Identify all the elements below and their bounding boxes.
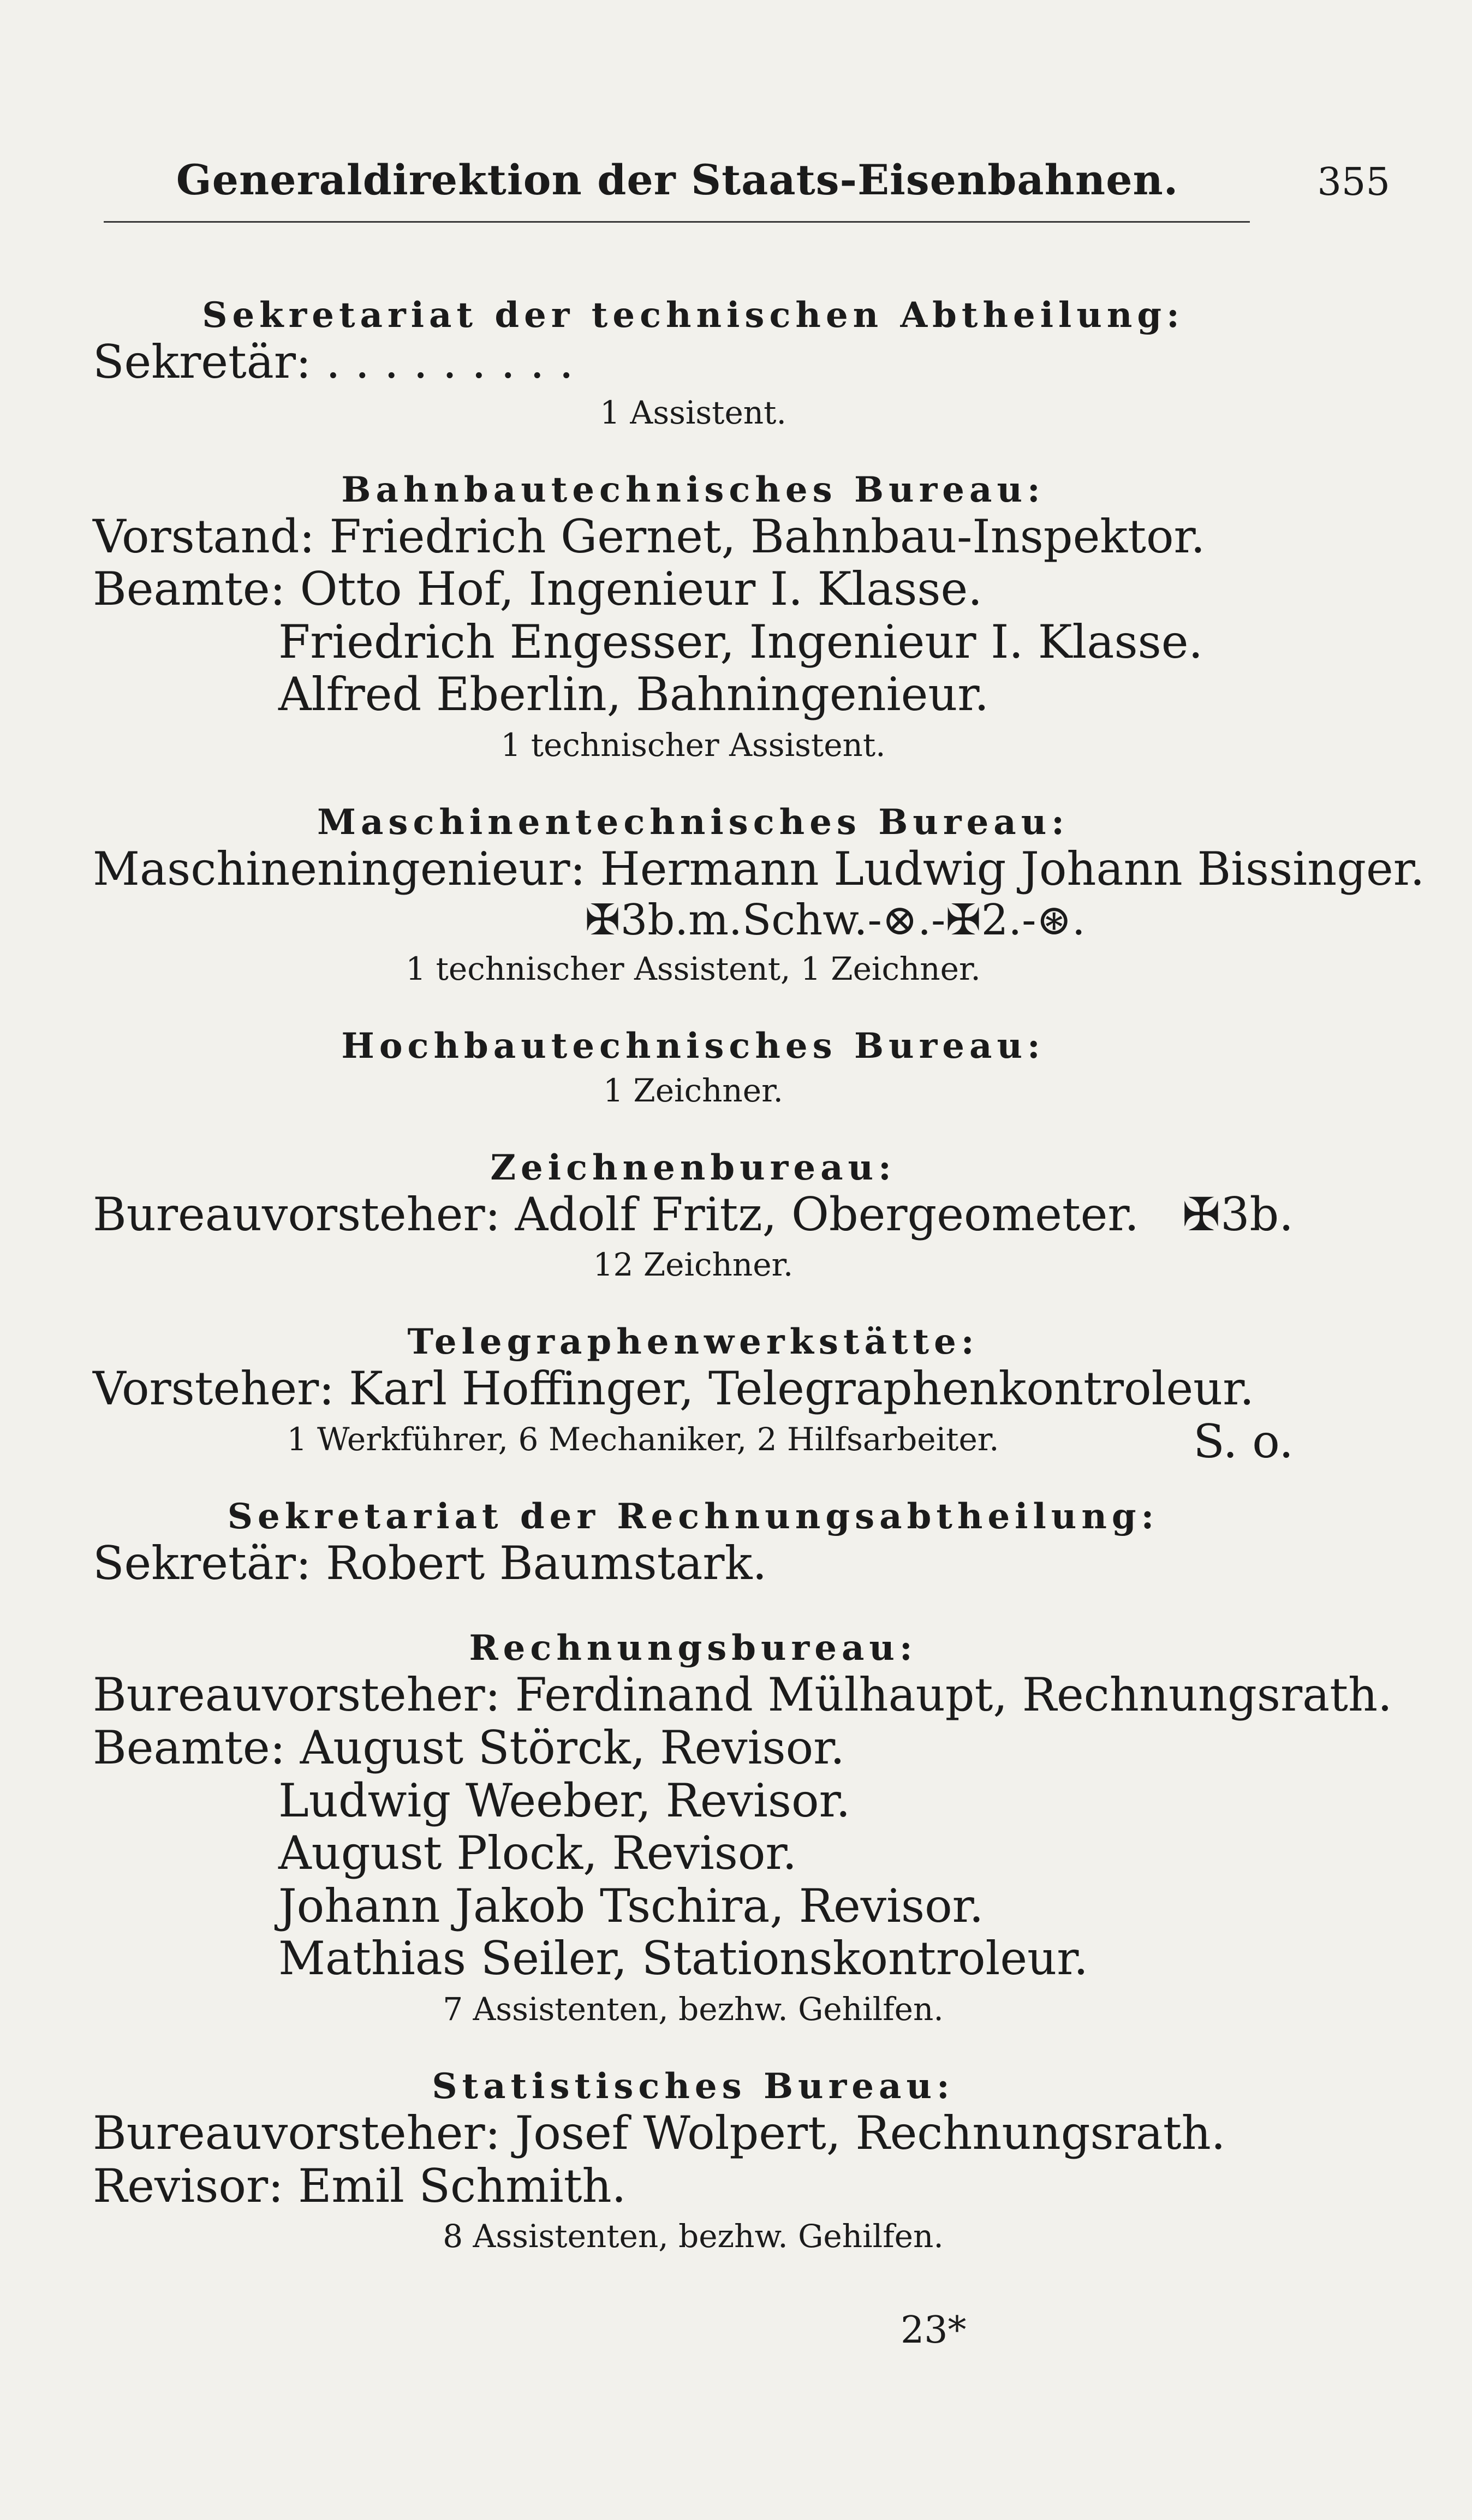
staff-note: 1 Assistent. [600, 394, 786, 431]
section-title: Sekretariat der technischen Abtheilung: [202, 295, 1184, 336]
staff-note: 1 technischer Assistent, 1 Zeichner. [406, 950, 981, 987]
section-railway-construction-bureau [93, 469, 1294, 764]
entry-line: Beamte: August Störck, Revisor. [93, 1720, 845, 1774]
entry-line: Revisor: Emil Schmith. [93, 2159, 627, 2213]
section-title: Statistisches Bureau: [432, 2065, 955, 2107]
entry-text: Bureauvorsteher: Adolf Fritz, Obergeometer. [93, 1187, 1139, 1241]
entry-line: Bureauvorsteher: Josef Wolpert, Rechnungsrath. [93, 2106, 1226, 2160]
section-title: Sekretariat der Rechnungsabtheilung: [227, 1496, 1159, 1537]
reference-mark: S. o. [1193, 1414, 1294, 1468]
entry-line: Ludwig Weeber, Revisor. [278, 1773, 851, 1827]
entry-line: Sekretär: Robert Baumstark. [93, 1536, 767, 1590]
running-head: Generaldirektion der Staats-Eisenbahnen. [176, 156, 1179, 204]
page-number: 355 [1317, 159, 1390, 204]
signature-mark: 23* [901, 2309, 967, 2352]
section-telegraph-workshop [93, 1321, 1294, 1468]
entry-line: Johann Jakob Tschira, Revisor. [278, 1879, 984, 1933]
section-title: Bahnbautechnisches Bureau: [341, 469, 1045, 510]
entry-line: Vorstand: Friedrich Gernet, Bahnbau-Inspektor. [93, 509, 1206, 563]
decoration-mark: ✠3b. [1182, 1187, 1294, 1241]
entry-line: Bureauvorsteher: Ferdinand Mülhaupt, Rechnungsrath. [93, 1668, 1392, 1722]
section-title: Zeichnenbureau: [490, 1147, 896, 1188]
staff-note: 12 Zeichner. [593, 1246, 794, 1284]
section-accounting-secretariat [93, 1496, 1294, 1590]
staff-note: 7 Assistenten, bezhw. Gehilfen. [443, 1990, 944, 2028]
header-rule [104, 221, 1250, 223]
section-title: Rechnungsbureau: [469, 1628, 917, 1669]
section-title: Maschinentechnisches Bureau: [317, 801, 1069, 843]
section-statistics-bureau [93, 2066, 1294, 2255]
entry-line: Friedrich Engesser, Ingenieur I. Klasse. [278, 615, 1203, 669]
entry-text: Vorsteher: Karl Hoffinger, Telegraphenkontroleur. [93, 1362, 1254, 1416]
entry-line: Alfred Eberlin, Bahningenieur. [278, 668, 989, 722]
page-content [93, 295, 1425, 2293]
section-technical-secretariat [93, 295, 1294, 431]
section-building-bureau [93, 1026, 1294, 1109]
entry-line: Mathias Seiler, Stationskontroleur. [278, 1932, 1088, 1986]
section-drawing-bureau [93, 1147, 1294, 1284]
staff-note: 1 Werkführer, 6 Mechaniker, 2 Hilfsarbeiter. [287, 1420, 999, 1458]
section-title: Telegraphenwerkstätte: [407, 1321, 979, 1363]
entry-line: Sekretär: . . . . . . . . . [93, 335, 574, 389]
entry-line: Maschineningenieur: Hermann Ludwig Johann Bissinger. [93, 842, 1425, 896]
section-title: Hochbautechnisches Bureau: [341, 1025, 1045, 1067]
section-mechanical-bureau [93, 801, 1425, 987]
staff-note: 8 Assistenten, bezhw. Gehilfen. [443, 2218, 944, 2255]
staff-note: 1 Zeichner. [603, 1071, 783, 1109]
decorations-line: ✠3b.m.Schw.-⊗.-✠2.-⊛. [585, 895, 1086, 945]
entry-line: August Plock, Revisor. [278, 1826, 797, 1880]
staff-note: 1 technischer Assistent. [500, 726, 886, 764]
entry-line: Beamte: Otto Hof, Ingenieur I. Klasse. [93, 562, 982, 616]
section-accounting-bureau [93, 1628, 1392, 2028]
entry-line [93, 1188, 1294, 1241]
